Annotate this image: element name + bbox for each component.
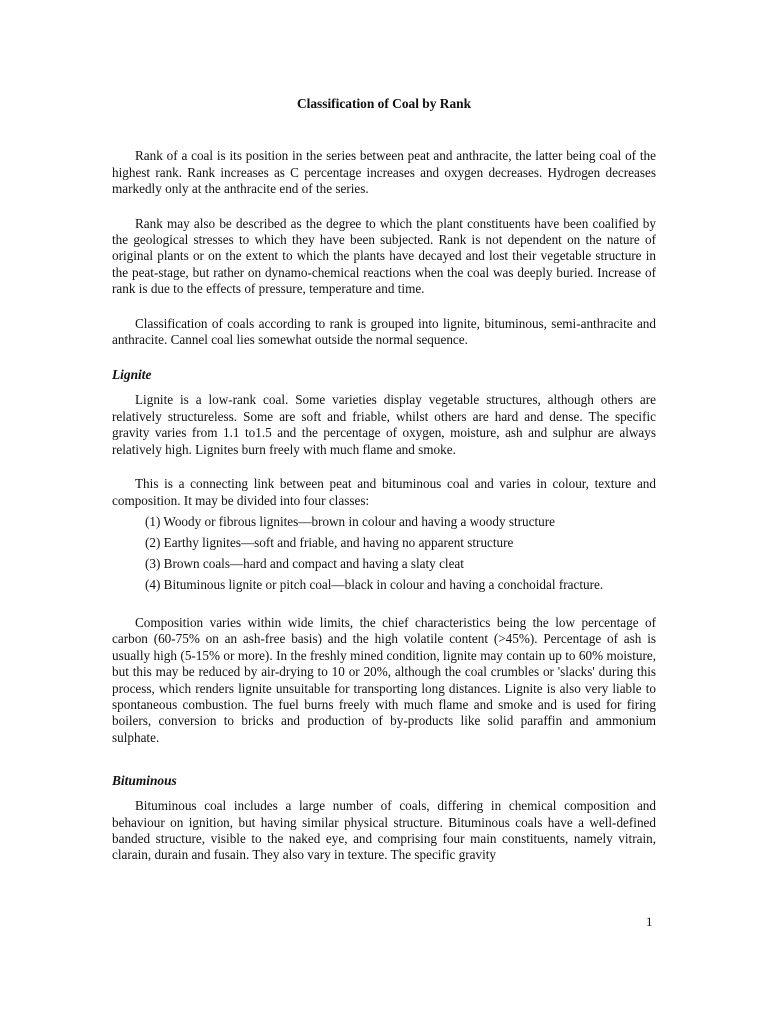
lignite-paragraph-1: Lignite is a low-rank coal. Some varieties display vegetable structures, although others are relatively structureless. Some are soft and friable, whilst others are hard and dense. The specific gravity varies from 1.1 to1.5 and the percentage of oxygen, moisture, ash and sulphur are always relatively high. Lignites burn freely with much flame and smoke. bbox=[112, 392, 656, 457]
lignite-paragraph-2: This is a connecting link between peat and bituminous coal and varies in colour, texture and composition. It may be divided into four classes: bbox=[112, 476, 656, 508]
intro-paragraph-1: Rank of a coal is its position in the series between peat and anthracite, the latter being coal of the highest rank. Rank increases as C percentage increases and oxygen decreases. Hydrogen decreases markedly only at the anthracite end of the series. bbox=[112, 148, 656, 197]
list-item: (3) Brown coals—hard and compact and having a slaty cleat bbox=[145, 555, 464, 571]
page-content bbox=[112, 96, 656, 864]
intro-paragraph-3: Classification of coals according to rank is grouped into lignite, bituminous, semi-anthracite and anthracite. Cannel coal lies somewhat outside the normal sequence. bbox=[112, 315, 656, 348]
list-item: (2) Earthy lignites—soft and friable, and having no apparent structure bbox=[145, 534, 514, 550]
list-item: (1) Woody or fibrous lignites—brown in colour and having a woody structure bbox=[145, 513, 555, 529]
lignite-paragraph-3: Composition varies within wide limits, the chief characteristics being the low percentage of carbon (60-75% on an ash-free basis) and the high volatile content (>45%). Percentage of ash is usually high (5-15% or more). In the freshly mined condition, lignite may contain up to 60% moisture, but this may be reduced by air-drying to 10 or 20%, although the coal crumbles or 'slacks' during this process, which renders lignite unsuitable for transporting long distances. Lignite is also very liable to spontaneous combustion. The fuel burns freely with much flame and smoke and is used for firing boilers, conversion to bricks and production of by-products like solid paraffin and ammonium sulphate. bbox=[112, 614, 656, 745]
section-heading-lignite: Lignite bbox=[112, 367, 152, 383]
intro-paragraph-2: Rank may also be described as the degree to which the plant constituents have been coalified by the geological stresses to which they have been subjected. Rank is not dependent on the nature of original plants or on the extent to which the plants have decayed and lost their vegetable structure in the peat-stage, but rather on dynamo-chemical reactions when the coal was deeply buried. Increase of rank is due to the effects of pressure, temperature and time. bbox=[112, 215, 656, 297]
document-title: Classification of Coal by Rank bbox=[296, 96, 472, 111]
section-heading-bituminous: Bituminous bbox=[112, 773, 177, 789]
page-number: 1 bbox=[646, 914, 653, 929]
lignite-classes-list bbox=[112, 511, 656, 595]
bituminous-paragraph-1: Bituminous coal includes a large number of coals, differing in chemical composition and behaviour on ignition, but having similar physical structure. Bituminous coals have a well-defined banded structure, visible to the naked eye, and comprising four main constituents, namely vitrain, clarain, durain and fusain. They also vary in texture. The specific gravity bbox=[112, 798, 656, 863]
list-item: (4) Bituminous lignite or pitch coal—black in colour and having a conchoidal fracture. bbox=[145, 576, 604, 592]
